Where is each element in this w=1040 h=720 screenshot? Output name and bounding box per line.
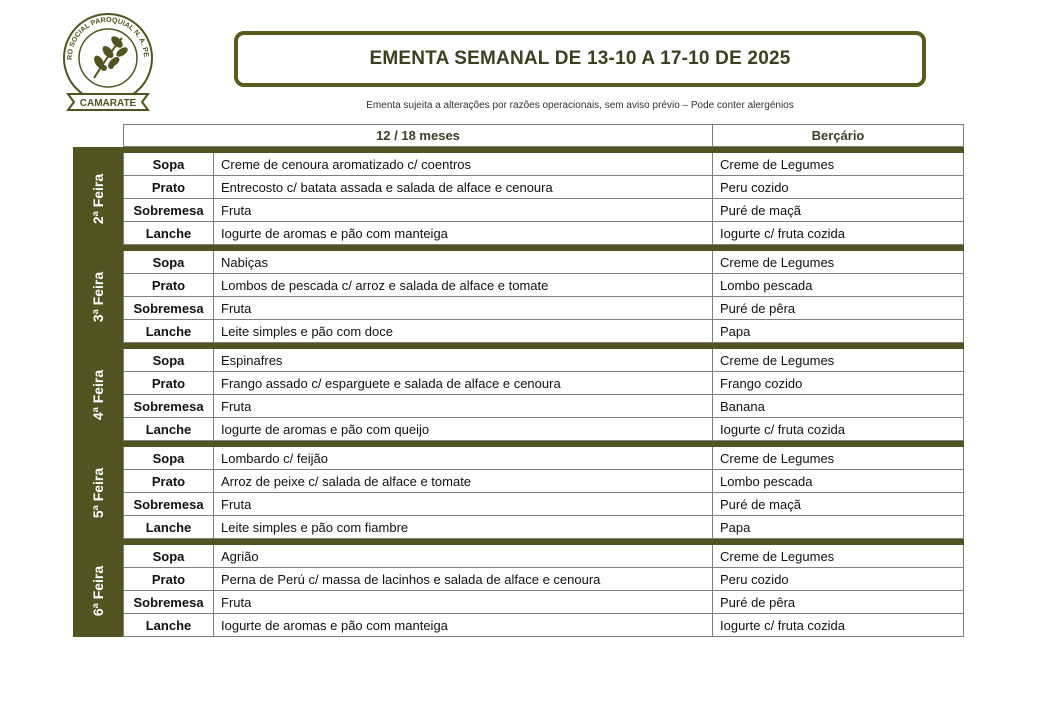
meal-bercario: Banana [712,395,964,418]
logo-ring-text: RO SOCIAL PAROQUIAL N. A. PE [64,14,152,61]
table-row [123,297,964,320]
meal-type: Sobremesa [123,591,213,614]
meal-bercario: Iogurte c/ fruta cozida [712,222,964,245]
meal-type: Prato [123,274,213,297]
day-label-text: 2ª Feira [90,173,107,225]
day-block [73,441,964,539]
meal-bercario: Creme de Legumes [712,447,964,470]
day-label-text: 6ª Feira [90,565,107,617]
table-row [123,591,964,614]
meal-main: Entrecosto c/ batata assada e salada de alface e cenoura [213,176,712,199]
meal-type: Sopa [123,349,213,372]
meal-bercario: Creme de Legumes [712,153,964,176]
table-row [123,176,964,199]
meal-type: Prato [123,470,213,493]
meal-main: Nabiças [213,251,712,274]
day-block [73,343,964,441]
meal-main: Agrião [213,545,712,568]
title-box [234,31,926,87]
table-row [123,251,964,274]
meal-main: Frango assado c/ esparguete e salada de alface e cenoura [213,372,712,395]
meal-main: Iogurte de aromas e pão com manteiga [213,222,712,245]
day-label [73,447,123,539]
meal-type: Sobremesa [123,395,213,418]
meal-main: Leite simples e pão com fiambre [213,516,712,539]
table-row [123,320,964,343]
meal-type: Lanche [123,516,213,539]
menu-table [73,124,964,637]
meal-bercario: Papa [712,516,964,539]
table-row [123,274,964,297]
day-label [73,251,123,343]
meal-main: Arroz de peixe c/ salada de alface e tomate [213,470,712,493]
meal-type: Lanche [123,320,213,343]
header-main: 12 / 18 meses [123,124,712,147]
day-blocks [73,147,964,637]
meal-main: Fruta [213,395,712,418]
meal-type: Sobremesa [123,297,213,320]
day-label-text: 4ª Feira [90,369,107,421]
day-block [73,245,964,343]
table-row [123,516,964,539]
day-label [73,545,123,637]
meal-rows [123,251,964,343]
meal-type: Prato [123,568,213,591]
table-row [123,418,964,441]
table-row [123,447,964,470]
meal-rows [123,349,964,441]
table-row [123,349,964,372]
meal-bercario: Puré de maçã [712,493,964,516]
meal-type: Sopa [123,447,213,470]
meal-type: Sobremesa [123,493,213,516]
day-label-text: 3ª Feira [90,271,107,323]
page-title: EMENTA SEMANAL DE 13-10 A 17-10 DE 2025 [369,48,791,69]
logo-banner-text: CAMARATE [79,98,137,109]
day-label [73,153,123,245]
day-block [73,147,964,245]
meal-bercario: Lombo pescada [712,470,964,493]
meal-main: Espinafres [213,349,712,372]
meal-main: Lombos de pescada c/ arroz e salada de alface e tomate [213,274,712,297]
meal-bercario: Creme de Legumes [712,545,964,568]
disclaimer: Ementa sujeita a alterações por razões operacionais, sem aviso prévio – Pode conter alergénios [366,100,794,111]
meal-main: Creme de cenoura aromatizado c/ coentros [213,153,712,176]
table-row [123,470,964,493]
meal-bercario: Papa [712,320,964,343]
meal-main: Fruta [213,297,712,320]
logo [58,6,158,116]
table-row [123,395,964,418]
meal-rows [123,545,964,637]
meal-type: Lanche [123,418,213,441]
table-header [123,124,964,147]
meal-bercario: Creme de Legumes [712,349,964,372]
meal-type: Prato [123,176,213,199]
meal-main: Lombardo c/ feijão [213,447,712,470]
meal-bercario: Iogurte c/ fruta cozida [712,418,964,441]
table-row [123,614,964,637]
meal-bercario: Peru cozido [712,568,964,591]
meal-main: Iogurte de aromas e pão com manteiga [213,614,712,637]
meal-type: Sobremesa [123,199,213,222]
meal-main: Perna de Perú c/ massa de lacinhos e salada de alface e cenoura [213,568,712,591]
meal-bercario: Puré de maçã [712,199,964,222]
table-row [123,153,964,176]
meal-bercario: Frango cozido [712,372,964,395]
meal-bercario: Puré de pêra [712,591,964,614]
meal-main: Fruta [213,493,712,516]
meal-main: Fruta [213,591,712,614]
meal-bercario: Creme de Legumes [712,251,964,274]
meal-type: Sopa [123,251,213,274]
day-label-text: 5ª Feira [90,467,107,519]
table-row [123,568,964,591]
table-row [123,493,964,516]
meal-bercario: Lombo pescada [712,274,964,297]
meal-main: Iogurte de aromas e pão com queijo [213,418,712,441]
day-block [73,539,964,637]
header-bercario: Berçário [712,124,964,147]
meal-type: Sopa [123,153,213,176]
table-row [123,222,964,245]
meal-type: Sopa [123,545,213,568]
meal-type: Lanche [123,614,213,637]
meal-type: Lanche [123,222,213,245]
meal-main: Leite simples e pão com doce [213,320,712,343]
table-row [123,545,964,568]
day-label [73,349,123,441]
table-row [123,372,964,395]
meal-main: Fruta [213,199,712,222]
meal-rows [123,153,964,245]
table-row [123,199,964,222]
meal-type: Prato [123,372,213,395]
meal-bercario: Puré de pêra [712,297,964,320]
meal-bercario: Peru cozido [712,176,964,199]
meal-bercario: Iogurte c/ fruta cozida [712,614,964,637]
meal-rows [123,447,964,539]
